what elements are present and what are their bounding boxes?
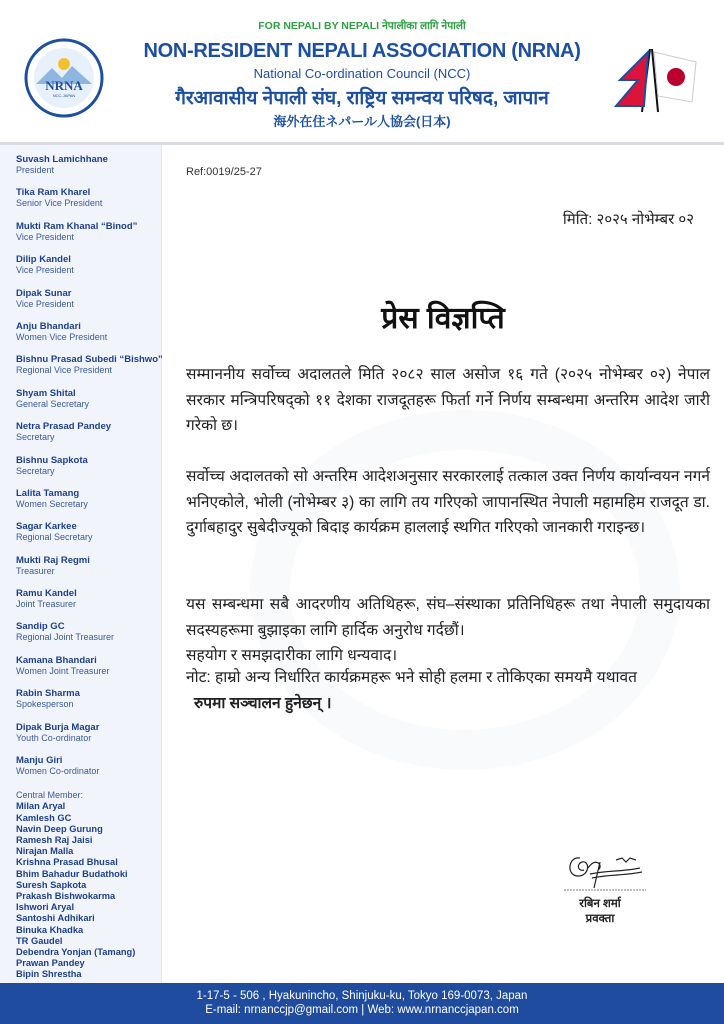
committee-sidebar xyxy=(0,145,162,983)
member-name: Dipak Sunar xyxy=(16,287,72,299)
central-member: Suresh Sapkota xyxy=(16,879,87,890)
note-line-2: रुपमा सञ्चालन हुनेछन् । xyxy=(194,694,332,712)
letter-title: प्रेस विज्ञप्ति xyxy=(381,302,505,335)
svg-text:NCC-JAPAN: NCC-JAPAN xyxy=(52,93,76,98)
member-name: Tika Ram Kharel xyxy=(16,187,91,199)
member-name: Lalita Tamang xyxy=(16,487,80,499)
member-name: Dilip Kandel xyxy=(16,254,71,266)
signatory-role: प्रवक्ता xyxy=(585,913,615,925)
org-name-nepali: गैरआवासीय नेपाली संघ, राष्ट्रिय समन्वय परिषद, जापान xyxy=(175,88,549,109)
member-role: General Secretary xyxy=(16,398,90,409)
letterhead xyxy=(0,0,724,142)
nepal-japan-flags-icon xyxy=(612,44,702,114)
committee-member xyxy=(16,521,161,554)
letter-date: मिति: २०२५ नोभेम्बर ०२ xyxy=(562,211,694,228)
note xyxy=(186,665,710,716)
central-member: Prawan Pandey xyxy=(16,958,85,969)
central-member: Binuka Khadka xyxy=(16,924,84,935)
member-role: Youth Co-ordinator xyxy=(16,732,92,743)
member-role: Vice President xyxy=(16,298,74,309)
member-name: Rabin Sharma xyxy=(16,688,80,700)
member-name: Manju Giri xyxy=(16,755,63,767)
central-member: Ishwori Aryal xyxy=(16,902,75,913)
member-name: Mukti Ram Khanal “Binod” xyxy=(16,220,138,232)
thanks-line: सहयोग र समझदारीका लागि धन्यवाद। xyxy=(186,647,398,664)
committee-member xyxy=(16,154,161,187)
committee-member xyxy=(16,688,161,721)
member-role: Vice President xyxy=(16,231,74,242)
committee-member xyxy=(16,321,161,354)
committee-member xyxy=(16,421,161,454)
central-member: Debendra Yonjan (Tamang) xyxy=(16,947,136,958)
central-member: Bhim Bahadur Budathoki xyxy=(16,868,128,879)
member-role: Women Secretary xyxy=(16,498,88,509)
member-role: Spokesperson xyxy=(16,699,74,710)
member-name: Shyam Shital xyxy=(16,387,76,399)
central-member: Nirajan Malla xyxy=(16,846,74,857)
council-name: National Co-ordination Council (NCC) xyxy=(253,66,471,81)
footer xyxy=(0,983,724,1024)
member-name: Netra Prasad Pandey xyxy=(16,421,112,433)
central-member: TR Gaudel xyxy=(16,935,63,946)
member-role: President xyxy=(16,165,55,175)
footer-address: 1-17-5 - 506 , Hyakunincho, Shinjuku-ku, Tokyo 169-0073, Japan xyxy=(196,990,528,1002)
member-role: Treasurer xyxy=(16,565,55,576)
central-member: Navin Deep Gurung xyxy=(16,823,103,834)
member-name: Bishnu Prasad Subedi “Bishwo” xyxy=(16,354,163,366)
member-name: Anju Bhandari xyxy=(16,320,81,332)
member-role: Regional Vice President xyxy=(16,365,112,376)
note-line-1: नोट: हाम्रो अन्य निर्धारित कार्यक्रमहरू भने सोही हलमा र तोकिएका समयमै यथावत xyxy=(186,669,637,686)
member-name: Sagar Karkee xyxy=(16,521,77,533)
member-role: Senior Vice President xyxy=(16,198,103,209)
central-member: Prakash Bishwokarma xyxy=(16,891,116,902)
member-name: Ramu Kandel xyxy=(16,588,77,600)
org-name-english: NON-RESIDENT NEPALI ASSOCIATION (NRNA) xyxy=(143,40,581,62)
member-name: Dipak Burja Magar xyxy=(16,721,100,733)
member-role: Women Co-ordinator xyxy=(16,766,100,777)
signatory-name: रबिन शर्मा xyxy=(579,898,621,910)
member-name: Kamana Bhandari xyxy=(16,654,97,666)
committee-member xyxy=(16,655,161,688)
paragraph-3-text: यस सम्बन्धमा सबै आदरणीय अतिथिहरू, संघ–संस्थाका प्रतिनिधिहरू तथा नेपाली समुदायका सदस्यहरूमा बुझाइका लागि हार्दिक अनुरोध गर्दछौं। xyxy=(186,596,710,639)
committee-member xyxy=(16,187,161,220)
signature xyxy=(560,848,650,893)
member-name: Mukti Raj Regmi xyxy=(16,554,90,566)
member-name: Sandip GC xyxy=(16,621,65,633)
committee-member xyxy=(16,288,161,321)
committee-member xyxy=(16,488,161,521)
paragraph-1: सम्माननीय सर्वोच्च अदालतले मिति २०८२ साल असोज १६ गते (२०२५ नोभेम्बर ०२) नेपाल सरकार मन्त्रिपरिषद्को ११ देशका राजदूतहरू फिर्ता गर्ने निर्णय सम्बन्धमा अन्तरिम आदेश जारी गरेको छ। xyxy=(186,366,710,434)
member-role: Women Vice President xyxy=(16,331,108,342)
svg-text:NRNA: NRNA xyxy=(45,78,83,93)
member-role: Women Joint Treasurer xyxy=(16,665,110,676)
committee-member xyxy=(16,722,161,755)
central-member: Krishna Prasad Bhusal xyxy=(16,857,118,868)
member-role: Regional Secretary xyxy=(16,532,93,543)
central-member: Santoshi Adhikari xyxy=(16,913,95,924)
paragraph-3 xyxy=(186,592,710,669)
member-name: Suvash Lamichhane xyxy=(16,154,108,165)
committee-member xyxy=(16,621,161,654)
central-member: Kamlesh GC xyxy=(16,812,72,823)
member-role: Joint Treasurer xyxy=(16,599,77,610)
central-member-label: Central Member: xyxy=(16,790,84,801)
member-role: Secretary xyxy=(16,465,55,476)
committee-member xyxy=(16,388,161,421)
central-member: Bipin Shrestha xyxy=(16,969,82,980)
member-role: Secretary xyxy=(16,432,55,443)
central-member: Milan Aryal xyxy=(16,801,66,812)
footer-contact: E-mail: nrnanccjp@gmail.com | Web: www.nrnanccjapan.com xyxy=(205,1004,519,1016)
committee-member xyxy=(16,221,161,254)
committee-member xyxy=(16,254,161,287)
member-role: Vice President xyxy=(16,265,74,276)
committee-member xyxy=(16,755,161,788)
committee-member xyxy=(16,588,161,621)
reference-number: Ref:0019/25-27 xyxy=(186,166,262,178)
member-name: Bishnu Sapkota xyxy=(16,454,88,466)
central-member: Ramesh Raj Jaisi xyxy=(16,835,93,846)
member-role: Regional Joint Treasurer xyxy=(16,632,115,643)
committee-member xyxy=(16,555,161,588)
tagline: FOR NEPALI BY NEPALI नेपालीका लागि नेपाली xyxy=(258,20,466,32)
committee-member xyxy=(16,354,161,387)
committee-member xyxy=(16,455,161,488)
paragraph-2: सर्वोच्च अदालतको सो अन्तरिम आदेशअनुसार सरकारलाई तत्काल उक्त निर्णय कार्यान्वयन नगर्न भनिएकोले, भोली (नोभेम्बर ३) का लागि तय गरिएको जापानस्थित नेपाली महामहिम राजदूत डा. दुर्गाबहादुर सुबेदीज्यूको बिदाइ कार्यक्रम हाललाई स्थगित गरिएको जानकारी गराइन्छ। xyxy=(186,468,710,536)
org-name-japanese: 海外在住ネパール人協会(日本) xyxy=(273,114,451,129)
